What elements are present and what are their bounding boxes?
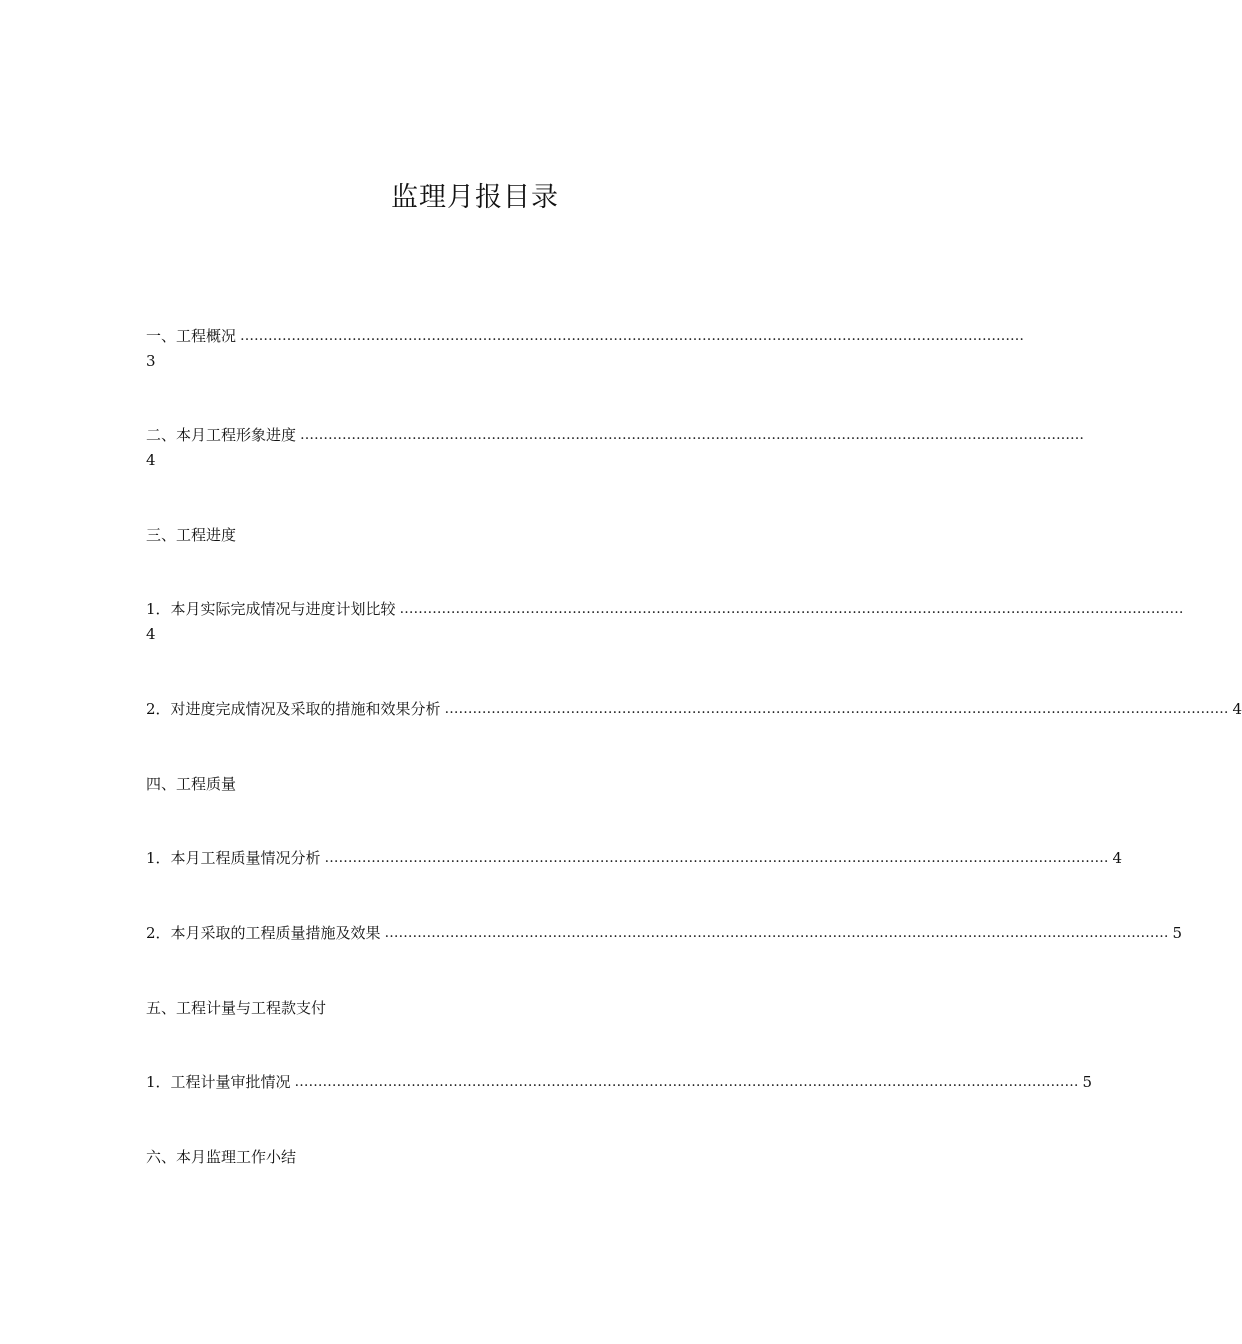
toc-entry-label: 六、本月监理工作小结	[146, 1148, 297, 1166]
toc-entry-zhiliang-fenxi[interactable]	[146, 847, 1123, 869]
toc-entry-label: 一、工程概况	[146, 327, 237, 345]
toc-entry-page: 4	[1112, 849, 1123, 867]
toc-entry-gongcheng-jindu[interactable]	[146, 524, 806, 546]
toc-entry-page: 4	[1232, 700, 1242, 718]
page-title: 监理月报目录	[391, 182, 559, 213]
toc-entry-label: 1．本月实际完成情况与进度计划比较	[146, 600, 396, 618]
toc-entry-label: 三、工程进度	[146, 526, 237, 544]
toc-entry-gongcheng-gaikuang[interactable]	[146, 325, 1025, 372]
toc-entry-shiji-wancheng[interactable]	[146, 598, 1184, 645]
toc-leader-dots: ……………………………………………………………………………………………………………………………………………………	[384, 925, 1169, 941]
toc-entry-page: 4	[146, 625, 156, 643]
toc-entry-cuoshi-xiaoguo[interactable]	[146, 698, 1242, 720]
toc-entry-page: 5	[1082, 1073, 1093, 1091]
toc-entry-label: 五、工程计量与工程款支付	[146, 999, 327, 1017]
toc-entry-gongcheng-zhiliang[interactable]	[146, 773, 806, 795]
toc-entry-page: 5	[1172, 924, 1183, 942]
toc-leader-dots: ……………………………………………………………………………………………………………………………………………………	[399, 601, 1184, 617]
toc-entry-label: 四、工程质量	[146, 775, 237, 793]
toc-entry-label: 2．对进度完成情况及采取的措施和效果分析	[146, 700, 441, 718]
toc-entry-gongzuo-xiaojie[interactable]	[146, 1146, 806, 1168]
toc-leader-dots: ……………………………………………………………………………………………………………………………………………………	[300, 427, 1085, 443]
toc-leader-dots: ……………………………………………………………………………………………………………………………………………………	[294, 1074, 1079, 1090]
toc-entry-zhiliang-cuoshi[interactable]	[146, 922, 1183, 944]
toc-entry-xingxiang-jindu[interactable]	[146, 424, 1085, 471]
toc-entry-label: 1．本月工程质量情况分析	[146, 849, 321, 867]
toc-leader-dots: ……………………………………………………………………………………………………………………………………………………	[240, 328, 1025, 344]
toc-leader-dots: ……………………………………………………………………………………………………………………………………………………	[324, 850, 1109, 866]
toc-entry-label: 1．工程计量审批情况	[146, 1073, 291, 1091]
toc-leader-dots: ……………………………………………………………………………………………………………………………………………………	[444, 701, 1229, 717]
toc-entry-jiliang-zhifu[interactable]	[146, 997, 806, 1019]
toc-entry-page: 3	[146, 352, 156, 370]
toc-entry-jiliang-shenpi[interactable]	[146, 1071, 1093, 1093]
toc-entry-label: 二、本月工程形象进度	[146, 426, 297, 444]
toc-entry-label: 2．本月采取的工程质量措施及效果	[146, 924, 381, 942]
toc-entry-page: 4	[146, 451, 156, 469]
